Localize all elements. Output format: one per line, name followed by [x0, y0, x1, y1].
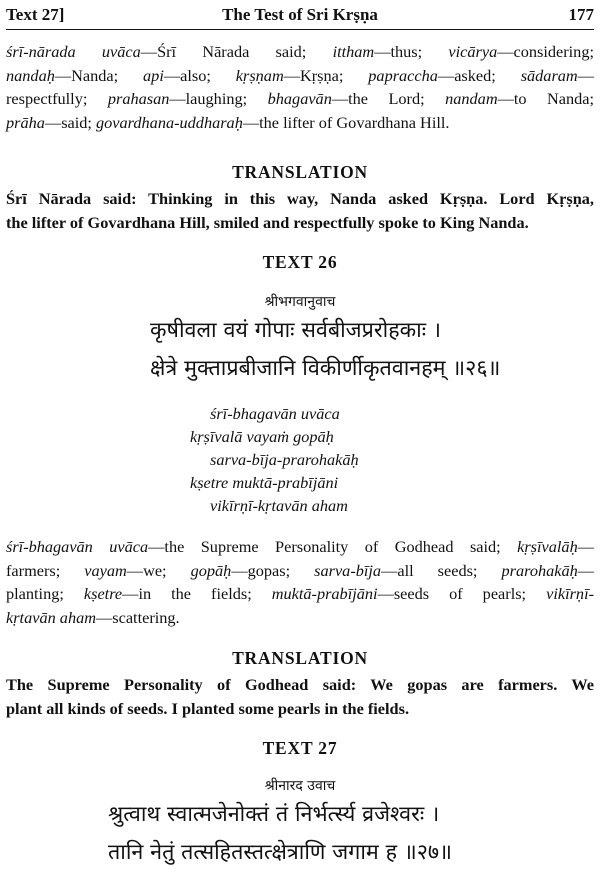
gloss: respectfully; — [6, 89, 108, 108]
gloss: —seeds of pearls; — [377, 584, 547, 603]
sanskrit-term: sarva-bīja — [314, 560, 382, 580]
sanskrit-term: bhagavān — [267, 89, 332, 108]
gloss: —the lifter of Govardhana Hill. — [242, 112, 450, 132]
text-26-speaker: श्रीभगवानुवाच — [264, 294, 336, 310]
synonym-line — [6, 40, 594, 64]
translation-line: plant all kinds of seeds. I planted some pearls in the fields. — [6, 698, 410, 718]
gloss: —laughing; — [169, 89, 268, 108]
translation-text-25 — [6, 187, 594, 234]
synonyms-text-25 — [6, 40, 594, 134]
sanskrit-term: govardhana-uddharaḥ — [96, 112, 243, 132]
sanskrit-term: ittham — [332, 42, 375, 61]
text-27-speaker: श्रीनारद उवाच — [264, 778, 336, 794]
text-27-verse-line-1: श्रुत्वाथ स्वात्मजेनोक्तं तं निर्भर्त्स्य व्रजेश्वरः । — [108, 802, 440, 827]
header-text-ref: Text 27] — [6, 5, 65, 24]
transliteration-line: kṛṣīvalā vayaṁ gopāḥ — [190, 427, 334, 446]
synonyms-text-26 — [6, 535, 594, 629]
gloss: planting; — [6, 584, 84, 603]
gloss: —thus; — [374, 42, 449, 61]
translation-heading-26: TRANSLATION — [232, 648, 368, 668]
synonym-line — [6, 606, 594, 630]
gloss: —to Nanda; — [497, 89, 594, 108]
header-chapter-title: The Test of Sri Krṣṇa — [222, 5, 378, 24]
sanskrit-term: api — [143, 65, 164, 85]
text-27-verse-line-2: तानि नेतुं तत्सहितस्तत्क्षेत्राणि जगाम ह ॥२७॥ — [108, 840, 452, 865]
gloss: —asked; — [437, 65, 521, 85]
sanskrit-term: kṛṣīvalāḥ — [517, 537, 578, 556]
synonym-line — [6, 111, 594, 135]
transliteration-line: śrī-bhagavān uvāca — [210, 404, 340, 423]
transliteration-line: kṣetre muktā-prabījāni — [190, 473, 339, 492]
sanskrit-term: muktā-prabījāni — [271, 584, 378, 603]
text-26-verse-line-1: कृषीवला वयं गोपाः सर्वबीजप्ररोहकाः । — [150, 318, 442, 343]
gloss: —the Supreme Personality of Godhead said; — [148, 537, 518, 556]
synonym-line — [6, 87, 594, 111]
gloss: — — [577, 537, 594, 556]
text-27-heading: TEXT 27 — [262, 738, 338, 758]
gloss: —all seeds; — [381, 560, 502, 580]
sanskrit-term: nandaḥ — [6, 65, 55, 85]
gloss: —considering; — [497, 42, 594, 61]
translation-line: Śrī Nārada said: Thinking in this way, Nanda asked Kṛṣṇa. Lord Kṛṣṇa, — [6, 189, 594, 208]
translation-line: The Supreme Personality of Godhead said: We gopas are farmers. We — [6, 675, 594, 694]
transliteration-line: sarva-bīja-prarohakāḥ — [210, 450, 359, 469]
translation-heading-25: TRANSLATION — [232, 162, 368, 182]
synonym-line — [6, 535, 594, 559]
text-26-verse-line-2: क्षेत्रे मुक्ताप्रबीजानि विकीर्णीकृतवानहम् ॥२६॥ — [150, 356, 501, 381]
gloss: —gopas; — [231, 560, 315, 580]
gloss: — — [577, 65, 594, 85]
gloss: —Kṛṣṇa; — [283, 65, 369, 85]
transliteration-line: vikīrṇī-kṛtavān aham — [210, 496, 348, 515]
gloss: farmers; — [6, 560, 85, 580]
gloss: —in the fields; — [122, 584, 272, 603]
sanskrit-term: vicārya — [448, 42, 498, 61]
gloss: —said; — [44, 112, 97, 132]
running-header — [6, 3, 594, 30]
gloss: —the Lord; — [331, 89, 446, 108]
text-26-heading: TEXT 26 — [262, 252, 338, 272]
sanskrit-term: prarohakāḥ — [501, 560, 578, 580]
translation-line: the lifter of Govardhana Hill, smiled and respectfully spoke to King Nanda. — [6, 212, 529, 232]
gloss: — — [577, 560, 595, 580]
sanskrit-term: śrī-bhagavān uvāca — [6, 537, 149, 556]
gloss: —Śrī Nārada said; — [140, 42, 333, 61]
synonym-line — [6, 64, 594, 88]
gloss: —scattering. — [95, 607, 180, 627]
sanskrit-term: prāha — [6, 112, 45, 132]
translation-text-26 — [6, 673, 594, 720]
page-number: 177 — [568, 5, 594, 24]
gloss: —also; — [163, 65, 236, 85]
synonym-line — [6, 559, 594, 583]
sanskrit-term: vikīrṇī- — [546, 584, 595, 603]
sanskrit-term: gopāḥ — [190, 560, 232, 580]
sanskrit-term: kṣetre — [83, 584, 123, 603]
sanskrit-term: nandam — [445, 89, 498, 108]
sanskrit-term: śrī-nārada uvāca — [6, 42, 141, 61]
sanskrit-term: vayam — [84, 560, 127, 580]
sanskrit-term: sādaram — [520, 65, 578, 85]
sanskrit-term: kṛṣṇam — [235, 65, 284, 85]
gloss: —Nanda; — [54, 65, 144, 85]
gloss: —we; — [126, 560, 191, 580]
synonym-line — [6, 582, 594, 606]
sanskrit-term: papraccha — [368, 65, 438, 85]
sanskrit-term: kṛtavān aham — [6, 607, 96, 627]
sanskrit-term: prahasan — [107, 89, 170, 108]
